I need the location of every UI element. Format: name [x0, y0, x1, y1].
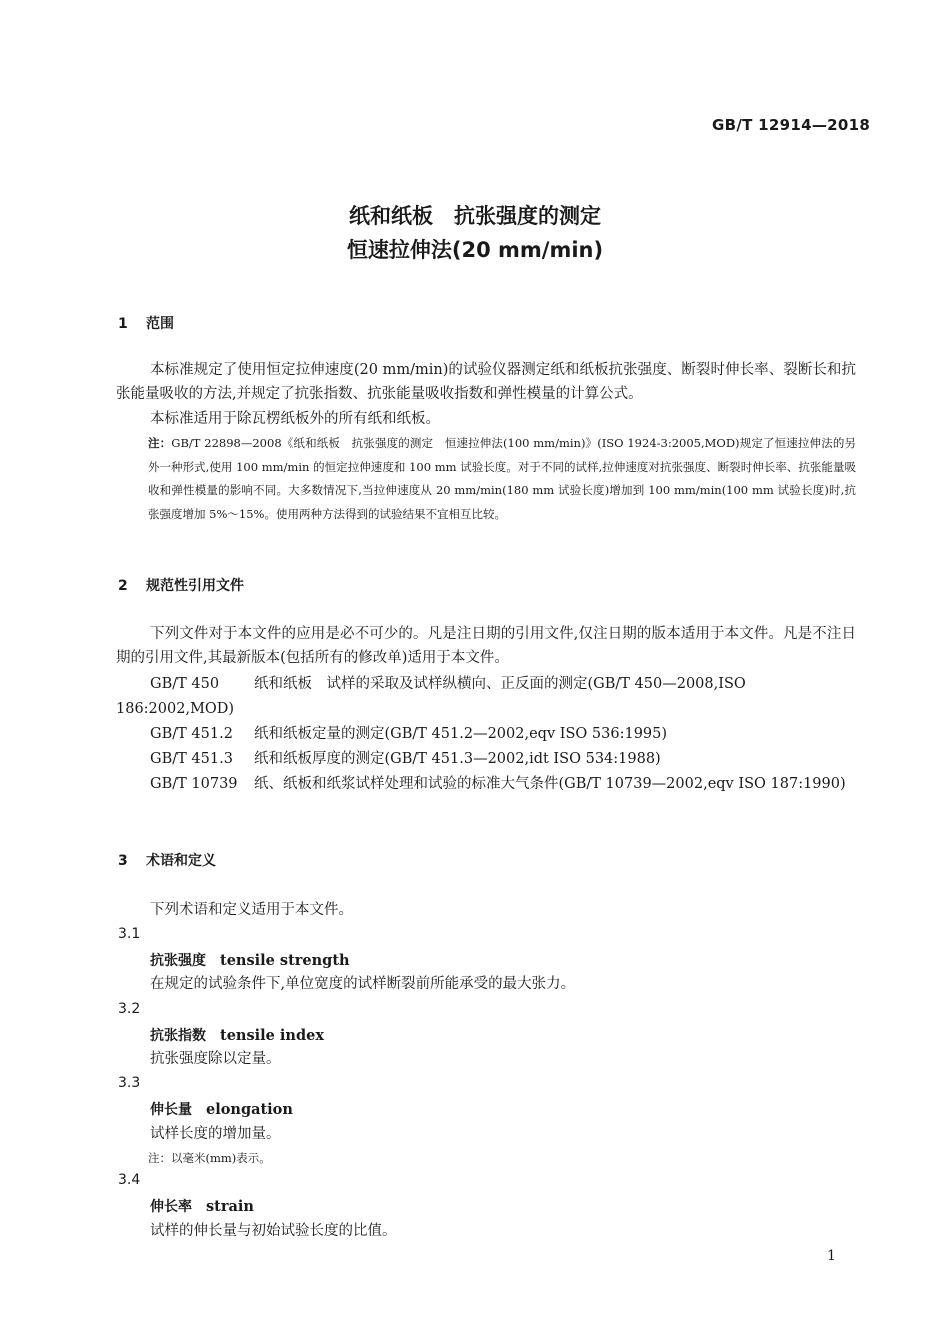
page-number: 1: [827, 1248, 836, 1264]
reference-code: GB/T 451.3: [150, 751, 233, 767]
document-title-line2: 恒速拉伸法(20 mm/min): [346, 238, 604, 262]
section-number: 1: [118, 316, 128, 332]
section-2-heading: [118, 575, 244, 595]
reference-code: GB/T 10739: [150, 776, 238, 792]
term-number: 3.4: [118, 1172, 141, 1188]
section-3-heading: [118, 850, 216, 870]
term-zh: 伸长量: [150, 1102, 192, 1118]
reference-text: 纸和纸板 试样的采取及试样纵横向、正反面的测定(GB/T 450—2008,ISO 186:2002,MOD): [116, 676, 746, 717]
term-heading: [150, 1196, 254, 1216]
term-number: 3.3: [118, 1075, 141, 1091]
section-title: 范围: [146, 316, 174, 332]
term-en: tensile index: [220, 1027, 324, 1044]
section-1-note: [148, 432, 856, 526]
standard-number: GB/T 12914—2018: [712, 116, 871, 134]
term-zh: 抗张指数: [150, 1028, 206, 1044]
term-en: elongation: [206, 1101, 293, 1118]
section-3-paragraph-1: 下列术语和定义适用于本文件。: [150, 902, 353, 918]
reference-item: [116, 722, 856, 747]
section-title: 术语和定义: [146, 853, 216, 869]
term-definition: 试样长度的增加量。: [150, 1126, 281, 1142]
section-1-paragraph-2: 本标准适用于除瓦楞纸板外的所有纸和纸板。: [150, 411, 440, 427]
term-zh: 伸长率: [150, 1199, 192, 1215]
term-definition: 抗张强度除以定量。: [150, 1051, 281, 1067]
reference-item: [116, 747, 856, 772]
section-number: 3: [118, 853, 128, 869]
reference-code: GB/T 451.2: [150, 726, 233, 742]
term-note: 注：以毫米(mm)表示。: [148, 1151, 271, 1165]
note-label: 注：: [148, 436, 172, 450]
section-1-heading: [118, 313, 174, 333]
term-definition: 在规定的试验条件下,单位宽度的试样断裂前所能承受的最大张力。: [150, 976, 576, 992]
reference-text: 纸和纸板厚度的测定(GB/T 451.3—2002,idt ISO 534:1988): [254, 751, 661, 767]
reference-text: 纸和纸板定量的测定(GB/T 451.2—2002,eqv ISO 536:1995): [254, 726, 668, 742]
section-title: 规范性引用文件: [146, 578, 244, 594]
term-zh: 抗张强度: [150, 953, 206, 969]
term-number: 3.2: [118, 1001, 141, 1017]
reference-item: [116, 672, 856, 722]
document-title-line1: 纸和纸板 抗张强度的测定: [349, 204, 601, 228]
term-heading: [150, 1025, 324, 1045]
section-number: 2: [118, 578, 128, 594]
reference-text: 纸、纸板和纸浆试样处理和试验的标准大气条件(GB/T 10739—2002,eqv ISO 187:1990): [254, 776, 846, 792]
term-number: 3.1: [118, 926, 141, 942]
reference-code: GB/T 450: [150, 676, 220, 692]
term-en: tensile strength: [220, 952, 350, 969]
term-heading: [150, 1099, 293, 1119]
note-text: GB/T 22898—2008《纸和纸板 抗张强度的测定 恒速拉伸法(100 mm/min)》(ISO 1924-3:2005,MOD)规定了恒速拉伸法的另外一种形式,使用 100 mm/min 的恒定拉伸速度和 100 mm 试验长度。对于不同的试样,拉伸速度对抗张强度、断裂时伸长率、抗张能量吸收和弹性模量的影响不同。大多数情况下,当拉伸速度从 20 mm/min(180 mm 试验长度)增加到 100 mm/min(100 mm 试验长度)时,抗张强度增加 5%～15%。使用两种方法得到的试验结果不宜相互比较。: [148, 436, 856, 521]
term-en: strain: [206, 1198, 254, 1215]
section-2-paragraph-1: 下列文件对于本文件的应用是必不可少的。凡是注日期的引用文件,仅注日期的版本适用于本文件。凡是不注日期的引用文件,其最新版本(包括所有的修改单)适用于本文件。: [116, 626, 856, 666]
section-1-paragraph-1: 本标准规定了使用恒定拉伸速度(20 mm/min)的试验仪器测定纸和纸板抗张强度、断裂时伸长率、裂断长和抗张能量吸收的方法,并规定了抗张指数、抗张能量吸收指数和弹性模量的计算公式。: [116, 362, 856, 402]
reference-item: [116, 772, 856, 797]
term-heading: [150, 950, 350, 970]
term-definition: 试样的伸长量与初始试验长度的比值。: [150, 1223, 397, 1239]
